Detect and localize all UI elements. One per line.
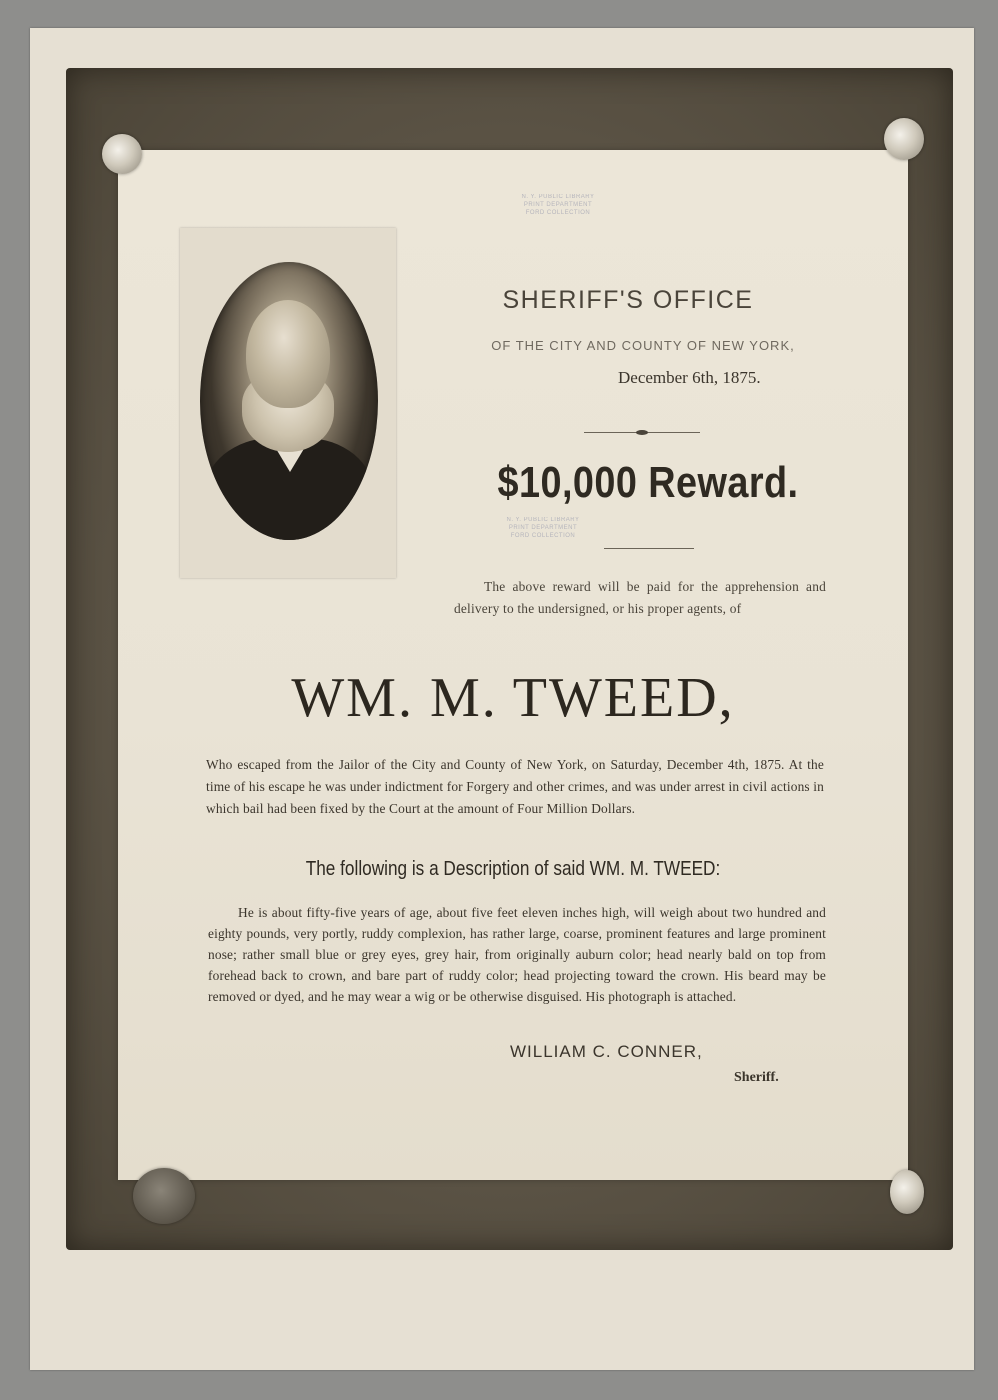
ornament-rule [584, 432, 700, 433]
office-heading: SHERIFF'S OFFICE [502, 286, 754, 314]
stamp-line: N. Y. PUBLIC LIBRARY [521, 194, 595, 200]
reward-heading: $10,000 Reward. [497, 458, 799, 507]
divider-rule [604, 548, 694, 549]
portrait-card [180, 228, 396, 578]
escape-paragraph: Who escaped from the Jailor of the City and County of New York, on Saturday, December 4th, 1875. At the time of his escape he was under indictment for Forgery and other crimes, and was under arrest in civil actions in which bail had been fixed by the Court at the amount of Four Million Dollars. [206, 757, 824, 816]
fugitive-name: WM. M. TWEED, [291, 667, 735, 729]
stamp-line: PRINT DEPARTMENT [508, 524, 578, 531]
reward-poster [118, 150, 908, 1180]
county-subheading: OF THE CITY AND COUNTY OF NEW YORK, [491, 338, 795, 353]
description-paragraph: He is about fifty-five years of age, about five feet eleven inches high, will weigh about two hundred and eighty pounds, very portly, ruddy complexion, has rather large, coarse, prominent features and large prominent nose; rather small blue or grey eyes, grey hair, from originally auburn color; head nearly bald on top from forehead back to crown, and bare part of ruddy color; head projecting toward the crown. His beard may be removed or dyed, and he may wear a wig or be otherwise disguised. His photograph is attached. [208, 905, 826, 1004]
portrait-head [246, 300, 330, 408]
stamp-line: N. Y. PUBLIC LIBRARY [506, 517, 580, 523]
tweed-portrait [200, 262, 378, 540]
pushpin-top-left [102, 134, 142, 174]
pushpin-bottom-right [890, 1170, 924, 1214]
stamp-line: FORD COLLECTION [510, 532, 576, 539]
poster-date: December 6th, 1875. [618, 368, 761, 387]
library-stamp-middle [488, 517, 598, 540]
stamp-line: FORD COLLECTION [525, 209, 591, 216]
description-heading: The following is a Description of said WM. M. TWEED: [305, 858, 721, 880]
pushpin-top-right [884, 118, 924, 160]
reward-intro-text: The above reward will be paid for the apprehension and delivery to the undersigned, or his proper agents, of [454, 579, 826, 616]
library-stamp-top [503, 194, 613, 217]
stamp-line: PRINT DEPARTMENT [523, 201, 593, 208]
signer-name: WILLIAM C. CONNER, [510, 1042, 703, 1061]
signer-title: Sheriff. [734, 1070, 779, 1085]
pushpin-bottom-left [133, 1168, 195, 1224]
